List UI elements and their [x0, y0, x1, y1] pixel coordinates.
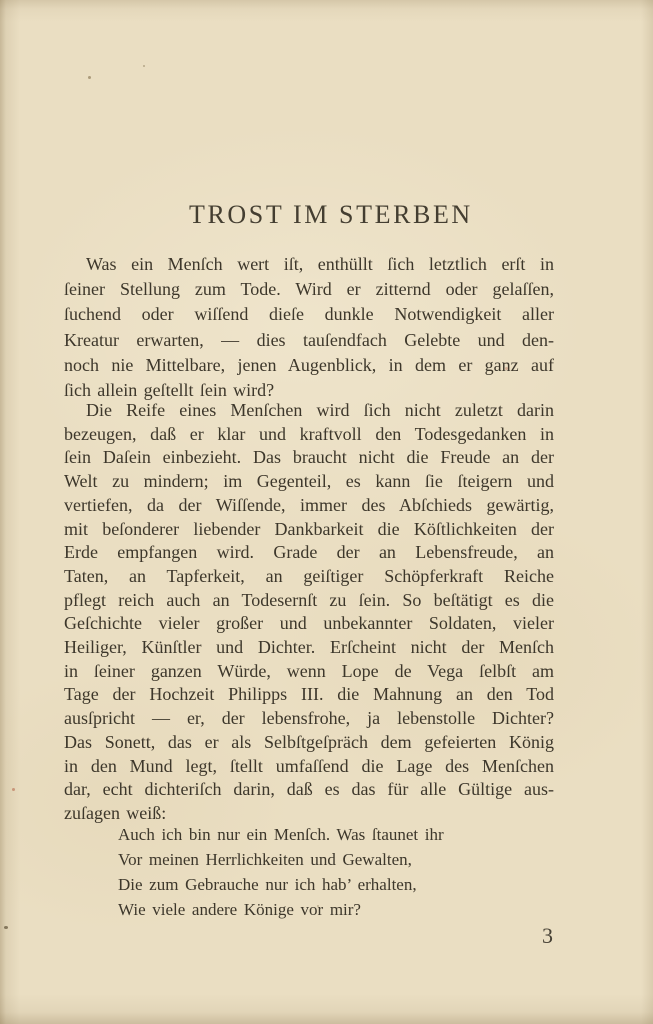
text-line: Welt zu mindern; im Gegenteil, es kann ſie ſteigern und — [64, 471, 554, 492]
text-line: ausſpricht — er, der lebensfrohe, ja lebenstolle Dichter? — [64, 708, 554, 729]
page-number: 3 — [542, 923, 553, 948]
text-line: pflegt reich auch an Todesernſt zu ſein. So beſtätigt es die — [64, 589, 554, 610]
text-line: Die zum Gebrauche nur ich hab’ erhalten, — [118, 875, 417, 894]
paper-speck — [12, 788, 15, 791]
text-line: ſein Daſein einbezieht. Das braucht nicht die Freude an der — [64, 447, 554, 468]
text-line: ſuchend oder wiſſend dieſe dunkle Notwendigkeit aller — [64, 304, 554, 325]
text-line: Das Sonett, das er als Selbſtgeſpräch dem gefeierten König — [64, 731, 554, 752]
text-line: Erde empfangen wird. Grade der an Lebensfreude, an — [64, 542, 554, 563]
paper-speck — [4, 926, 8, 929]
text-line: Die Reife eines Menſchen wird ſich nicht zuletzt darin — [86, 400, 554, 420]
text-line: mit beſonderer liebender Dankbarkeit die Köſtlichkeiten der — [64, 518, 554, 539]
text-line: ſeiner Stellung zum Tode. Wird er zitternd oder gelaſſen, — [64, 279, 554, 300]
text-line: bezeugen, daß er klar und kraftvoll den Todesgedanken in — [64, 423, 554, 444]
text-line: ſich allein geſtellt ſein wird? — [64, 380, 275, 401]
text-line: vertiefen, da der Wiſſende, immer des Abſchieds gewärtig, — [64, 494, 554, 515]
text-line: in ſeiner ganzen Würde, wenn Lope de Vega ſelbſt am — [64, 660, 554, 681]
text-line: dar, echt dichteriſch darin, daß es das für alle Gültige aus- — [64, 779, 554, 800]
text-line: in den Mund legt, ſtellt umfaſſend die Lage des Menſchen — [64, 755, 554, 776]
paper-speck — [317, 905, 319, 907]
paragraph-1 — [64, 252, 554, 403]
text-line: Auch ich bin nur ein Menſch. Was ſtaunet ihr — [118, 825, 444, 844]
poem-quote — [118, 822, 538, 922]
text-line: Wie viele andere Könige vor mir? — [118, 900, 361, 919]
text-line: Heiliger, Künſtler und Dichter. Erſcheint nicht der Menſch — [64, 637, 554, 658]
paper-speck — [143, 65, 145, 67]
text-line: noch nie Mittelbare, jenen Augenblick, in dem er ganz auf — [64, 354, 554, 375]
text-line: Geſchichte vieler großer und unbekannter Soldaten, vieler — [64, 613, 554, 634]
text-line: Vor meinen Herrlichkeiten und Gewalten, — [118, 850, 412, 869]
text-line: zuſagen weiß: — [64, 802, 167, 823]
text-line: Taten, an Tapferkeit, an geiſtiger Schöpferkraft Reiche — [64, 565, 554, 586]
text-line: Was ein Menſch wert iſt, enthüllt ſich letztlich erſt in — [86, 254, 554, 274]
text-line: Kreatur erwarten, — dies tauſendfach Gelebte und den- — [64, 329, 554, 350]
paper-speck — [88, 76, 91, 79]
paper-speck — [505, 367, 508, 370]
paragraph-2 — [64, 399, 554, 826]
text-line: Tage der Hochzeit Philipps III. die Mahnung an den Tod — [64, 684, 554, 705]
chapter-title: TROST IM STERBEN — [189, 200, 473, 229]
